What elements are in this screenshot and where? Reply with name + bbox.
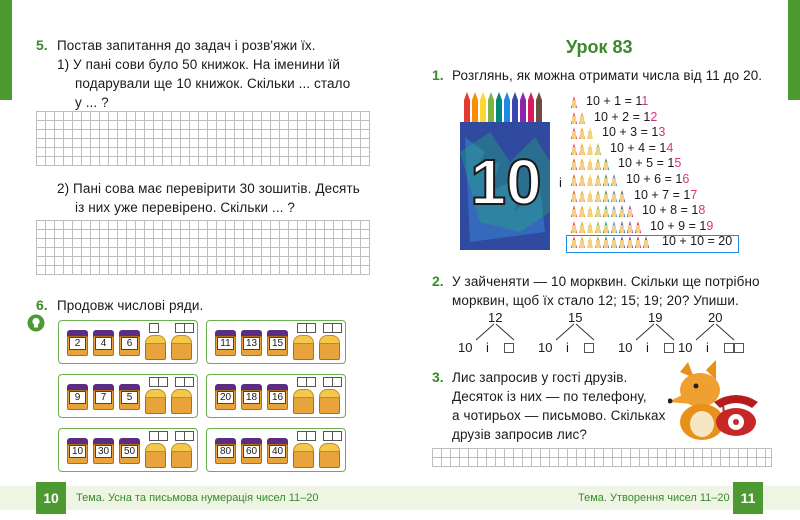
chest-with-number	[241, 330, 262, 356]
right-edge-bar	[788, 0, 800, 100]
number-tree	[536, 308, 616, 358]
chest-with-number	[119, 438, 140, 464]
empty-chest-answer[interactable]	[319, 443, 340, 469]
task5-title: Постав запитання до задач і розв'яжи їх.	[57, 38, 316, 53]
right-page	[400, 0, 800, 520]
tree-conjunction: і	[646, 340, 649, 355]
equation-row	[642, 203, 705, 217]
equation-row	[586, 94, 648, 108]
equation-expression: 10 + 8 = 1	[642, 203, 699, 218]
equation-expression: 10 + 9 = 1	[650, 218, 707, 233]
task5-problem1-line1: 1) У пані сови було 50 книжок. На іменини їй	[57, 57, 341, 72]
answer-cell[interactable]	[332, 323, 342, 333]
equation-row	[610, 141, 673, 155]
chest-with-number	[67, 384, 88, 410]
left-edge-bar	[0, 0, 12, 100]
equation-units-digit: 8	[698, 203, 706, 218]
chest-with-number	[67, 438, 88, 464]
tree-conjunction: і	[706, 340, 709, 355]
number-series-3	[58, 374, 198, 418]
task5-problem1-line2: подарували ще 10 книжок. Скільки ... стало	[75, 76, 351, 91]
series-number: 6	[121, 337, 138, 350]
number-series-2	[206, 320, 346, 364]
lightbulb-icon	[27, 314, 45, 332]
equation-units-digit: 7	[690, 187, 698, 202]
task6-title: Продовж числові ряди.	[57, 298, 204, 313]
chest-with-number	[267, 330, 288, 356]
number-tree	[676, 308, 756, 358]
task2-line1: У зайченяти — 10 морквин. Скільки ще потрібно	[452, 274, 760, 289]
series-number: 60	[243, 445, 260, 458]
equation-units-digit: 9	[706, 218, 714, 233]
answer-cell[interactable]	[306, 323, 316, 333]
chest-with-number	[119, 384, 140, 410]
empty-chest-answer[interactable]	[293, 389, 314, 415]
task5-answer-grid-2[interactable]	[36, 220, 370, 275]
task5-problem2-line2: із них уже перевірено. Скільки ... ?	[75, 200, 295, 215]
tree-ten: 10	[618, 340, 633, 355]
empty-chest-answer[interactable]	[145, 335, 166, 361]
chest-with-number	[241, 384, 262, 410]
big-ten-number: 10	[470, 146, 542, 218]
equation-row	[602, 125, 665, 139]
right-footer-topic: Тема. Утворення чисел 11–20	[578, 492, 730, 504]
tree-conjunction: і	[566, 340, 569, 355]
tree-ten: 10	[678, 340, 693, 355]
empty-chest-answer[interactable]	[319, 389, 340, 415]
equation-row	[662, 234, 732, 248]
answer-cell[interactable]	[306, 377, 316, 387]
tree-total: 20	[708, 310, 723, 325]
equation-row	[594, 110, 657, 124]
equation-units-digit: 2	[650, 109, 658, 124]
answer-cell[interactable]	[306, 431, 316, 441]
answer-cell[interactable]	[158, 431, 168, 441]
task5-problem1-line3: у ... ?	[75, 95, 109, 110]
empty-chest-answer[interactable]	[293, 335, 314, 361]
chest-with-number	[267, 438, 288, 464]
chest-with-number	[93, 330, 114, 356]
chest-with-number	[215, 438, 236, 464]
tree-total: 15	[568, 310, 583, 325]
series-number: 50	[121, 445, 138, 458]
number-series-4	[206, 374, 346, 418]
task2-line2: морквин, щоб їх стало 12; 15; 19; 20? Упиши.	[452, 293, 739, 308]
series-number: 2	[69, 337, 86, 350]
tree-ten: 10	[538, 340, 553, 355]
series-number: 18	[243, 391, 260, 404]
tree-total: 12	[488, 310, 503, 325]
series-number: 4	[95, 337, 112, 350]
number-series-1	[58, 320, 198, 364]
task2-number: 2.	[432, 273, 444, 289]
equation-row	[650, 219, 713, 233]
answer-cell[interactable]	[184, 431, 194, 441]
chest-with-number	[93, 438, 114, 464]
series-number: 20	[217, 391, 234, 404]
equation-expression: 10 + 3 = 1	[602, 125, 659, 140]
task1-connector: і	[559, 175, 562, 190]
series-number: 30	[95, 445, 112, 458]
equation-units-digit: 6	[682, 172, 690, 186]
left-footer-topic: Тема. Усна та письмова нумерація чисел 11–20	[76, 492, 319, 504]
answer-cell[interactable]	[158, 377, 168, 387]
equation-expression: 10 + 6 = 1	[626, 172, 683, 186]
chest-with-number	[215, 330, 236, 356]
equation-units-digit: 5	[674, 156, 682, 171]
empty-chest-answer[interactable]	[293, 443, 314, 469]
task5-problem2-line1: 2) Пані сова має перевірити 30 зошитів. Десять	[57, 181, 360, 196]
series-number: 80	[217, 445, 234, 458]
equation-units-digit: 4	[666, 140, 674, 155]
equation-units-digit: 1	[641, 94, 649, 108]
empty-chest-answer[interactable]	[145, 389, 166, 415]
series-number: 9	[69, 391, 86, 404]
series-number: 11	[217, 337, 234, 350]
equation-units-digit: 3	[658, 125, 666, 140]
task5-answer-grid-1[interactable]	[36, 111, 370, 166]
chest-with-number	[93, 384, 114, 410]
answer-cell[interactable]	[332, 377, 342, 387]
answer-cell[interactable]	[332, 431, 342, 441]
task5-number: 5.	[36, 37, 48, 53]
series-number: 7	[95, 391, 112, 404]
equation-expression: 10 + 5 = 1	[618, 156, 675, 171]
series-number: 16	[269, 391, 286, 404]
task3-line4: друзів запросив лис?	[452, 427, 588, 442]
tree-conjunction: і	[486, 340, 489, 355]
tree-answer-cell[interactable]	[734, 343, 744, 353]
right-page-number: 11	[733, 482, 763, 514]
answer-cell[interactable]	[184, 323, 194, 333]
left-page-number: 10	[36, 482, 66, 514]
tree-answer-cell[interactable]	[504, 343, 514, 353]
empty-chest-answer[interactable]	[171, 389, 192, 415]
equation-expression: 10 + 1 = 1	[586, 94, 642, 108]
tree-answer-cell[interactable]	[584, 343, 594, 353]
telephone-icon	[710, 392, 760, 438]
series-number: 10	[69, 445, 86, 458]
task3-line3: а чотирьох — письмово. Скільках	[452, 408, 666, 423]
empty-chest-answer[interactable]	[171, 443, 192, 469]
empty-chest-answer[interactable]	[319, 335, 340, 361]
chest-with-number	[267, 384, 288, 410]
pencil-row	[570, 234, 650, 253]
empty-chest-answer[interactable]	[145, 443, 166, 469]
tree-ten: 10	[458, 340, 473, 355]
tree-answer-cell[interactable]	[724, 343, 734, 353]
chest-with-number	[215, 384, 236, 410]
chest-with-number	[67, 330, 88, 356]
answer-cell[interactable]	[184, 377, 194, 387]
series-number: 15	[269, 337, 286, 350]
series-number: 5	[121, 391, 138, 404]
answer-cell[interactable]	[149, 323, 159, 333]
tree-answer-cell[interactable]	[664, 343, 674, 353]
series-number: 13	[243, 337, 260, 350]
task3-number: 3.	[432, 369, 444, 385]
chest-with-number	[119, 330, 140, 356]
equation-expression: 10 + 2 = 1	[594, 109, 651, 124]
number-tree	[456, 308, 536, 358]
series-number: 40	[269, 445, 286, 458]
equation-row	[626, 172, 689, 186]
number-series-6	[206, 428, 346, 472]
task6-number: 6.	[36, 297, 48, 313]
equation-row	[618, 156, 681, 170]
task1-number: 1.	[432, 67, 444, 83]
tree-total: 19	[648, 310, 663, 325]
task3-answer-grid[interactable]	[432, 448, 772, 467]
task3-line2: Десяток із них — по телефону,	[452, 389, 647, 404]
task1-title: Розглянь, як можна отримати числа від 11 до 20.	[452, 68, 763, 83]
equation-expression: 10 + 4 = 1	[610, 140, 667, 155]
number-series-5	[58, 428, 198, 472]
lesson-title: Урок 83	[566, 37, 633, 57]
task3-line1: Лис запросив у гості друзів.	[452, 370, 628, 385]
chest-with-number	[241, 438, 262, 464]
empty-chest-answer[interactable]	[171, 335, 192, 361]
equation-expression: 10 + 10 = 20	[662, 234, 733, 249]
equation-expression: 10 + 7 = 1	[634, 187, 691, 202]
equation-row	[634, 188, 697, 202]
